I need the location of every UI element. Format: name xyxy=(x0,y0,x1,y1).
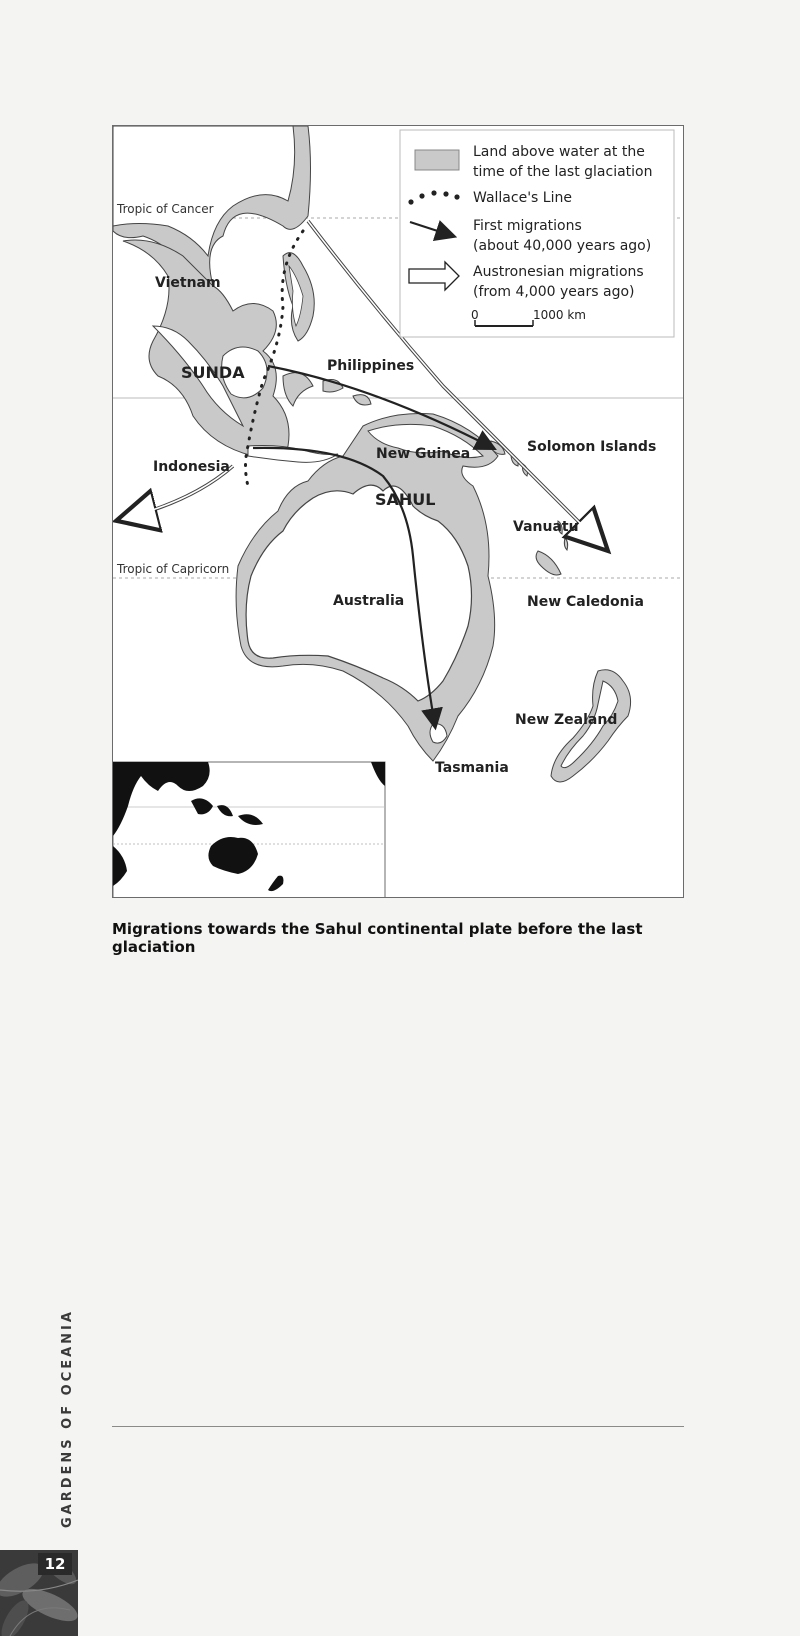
label-tropic-capricorn: Tropic of Capricorn xyxy=(117,562,230,576)
label-solomon-islands: Solomon Islands xyxy=(527,439,657,455)
label-new-guinea: New Guinea xyxy=(376,446,471,462)
label-tasmania: Tasmania xyxy=(435,760,509,776)
footer-divider xyxy=(112,1426,684,1427)
legend-wallace: Wallace's Line xyxy=(473,190,572,206)
scale-zero: 0 xyxy=(471,308,479,322)
label-tropic-cancer: Tropic of Cancer xyxy=(117,202,214,216)
legend-first-line2: (about 40,000 years ago) xyxy=(473,238,652,254)
legend-austro-line2: (from 4,000 years ago) xyxy=(473,284,635,300)
migration-map xyxy=(112,125,684,898)
label-sunda: SUNDA xyxy=(181,363,245,382)
label-sahul: SAHUL xyxy=(375,490,436,509)
legend-austro-line1: Austronesian migrations xyxy=(473,264,644,280)
page-number: 12 xyxy=(38,1553,72,1575)
map-canvas xyxy=(113,126,684,898)
scale-max: 1000 km xyxy=(533,308,586,322)
legend-land-line2: time of the last glaciation xyxy=(473,164,653,180)
label-vietnam: Vietnam xyxy=(155,275,221,291)
label-new-caledonia: New Caledonia xyxy=(527,594,644,610)
running-title: GARDENS OF OCEANIA xyxy=(60,1309,75,1528)
legend-first-line1: First migrations xyxy=(473,218,582,234)
map-legend xyxy=(400,130,674,337)
label-indonesia: Indonesia xyxy=(153,459,230,475)
new-caledonia-land xyxy=(536,551,561,575)
label-new-zealand: New Zealand xyxy=(515,712,618,728)
legend-land-swatch xyxy=(415,150,459,170)
map-caption: Migrations towards the Sahul continental plate before the last glaciation xyxy=(112,920,643,956)
inset-world-map xyxy=(113,762,385,898)
label-philippines: Philippines xyxy=(327,358,415,374)
label-australia: Australia xyxy=(333,593,405,609)
label-vanuatu: Vanuatu xyxy=(513,519,579,535)
legend-land-line1: Land above water at the xyxy=(473,144,645,160)
